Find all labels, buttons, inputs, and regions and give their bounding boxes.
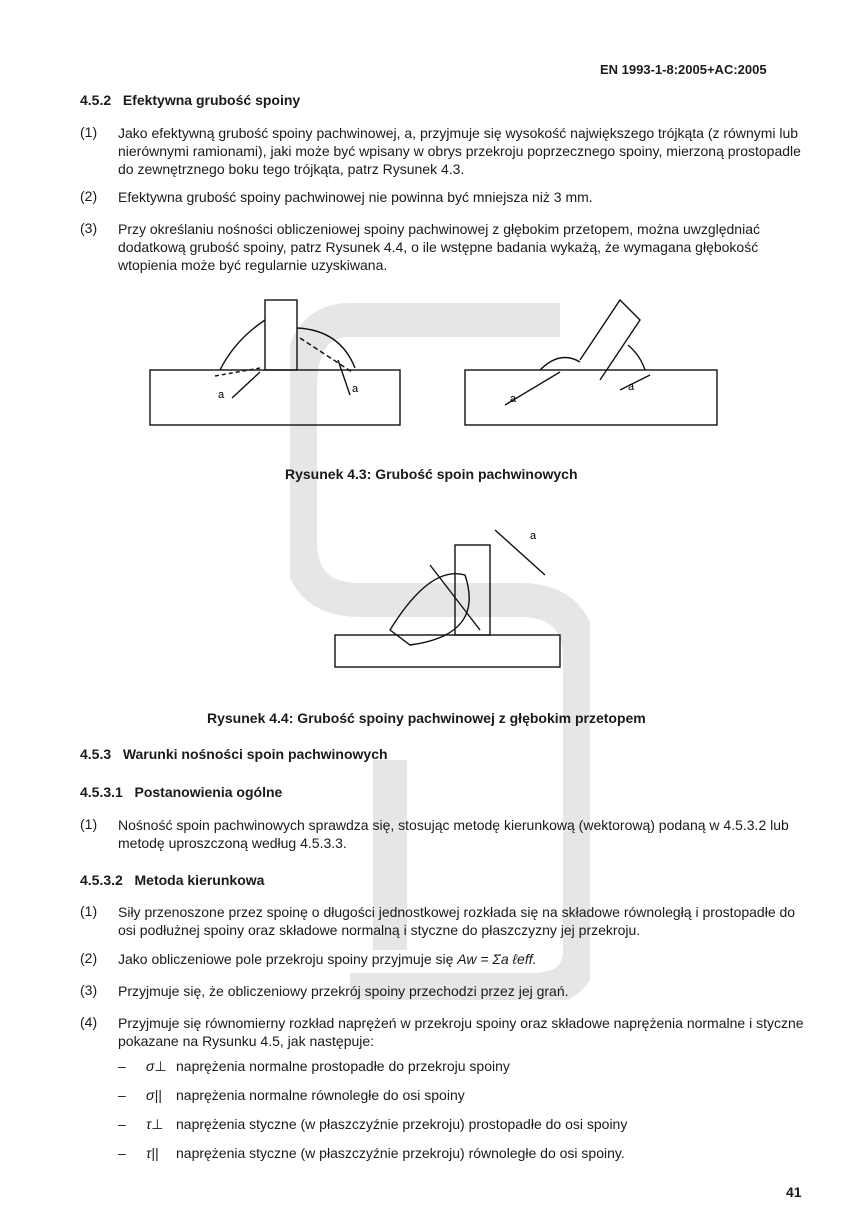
section-number: 4.5.3.1 xyxy=(80,784,123,800)
stress-symbol: σ⊥ xyxy=(146,1058,167,1074)
dimension-label: a xyxy=(352,383,359,395)
paragraph: Przyjmuje się równomierny rozkład naprężeń w przekroju spoiny oraz składowe naprężenia normalne i styczne pokazane na Rysunku 4.5, jak następuje: xyxy=(118,1015,804,1049)
deep-penetration-weld xyxy=(390,574,469,645)
section-heading-4531 xyxy=(80,784,282,800)
stress-symbol: σ|| xyxy=(146,1087,162,1103)
standard-header: EN 1993-1-8:2005+AC:2005 xyxy=(600,62,767,77)
base-plate xyxy=(335,635,560,667)
section-title: Warunki nośności spoin pachwinowych xyxy=(122,746,388,762)
para-number: (1) xyxy=(80,903,98,919)
inclined-plate xyxy=(580,300,640,380)
base-plate-2 xyxy=(465,370,717,425)
figure-4-3-caption: Rysunek 4.3: Grubość spoin pachwinowych xyxy=(285,466,578,482)
web-plate xyxy=(265,300,297,370)
weld-4 xyxy=(628,345,645,370)
section-number: 4.5.3 xyxy=(80,746,112,762)
throat-line-left xyxy=(232,372,260,398)
paragraph: Jako efektywną grubość spoiny pachwinowej, a, przyjmuje się wysokość największego trójkąta (z równymi lub nierównymi ramionami), jaki może być wpisany w obrys przekroju poprzecznego spoiny, mierzoną prostopadle do zewnętrznego boku tego trójkąta, patrz Rysunek 4.3. xyxy=(118,125,801,177)
dimension-label: a xyxy=(628,381,635,393)
para-number: (1) xyxy=(80,816,98,832)
section-heading-453 xyxy=(80,746,388,762)
throat-line-right xyxy=(338,360,350,395)
section-number: 4.5.3.2 xyxy=(80,872,123,888)
weld-3 xyxy=(540,358,580,371)
paragraph: Nośność spoin pachwinowych sprawdza się, stosując metodę kierunkową (wektorową) podaną w 4.5.3.2 lub metodę uproszczoną według 4.5.3.3. xyxy=(118,817,789,851)
section-title: Metoda kierunkowa xyxy=(134,872,265,888)
right-weld xyxy=(297,328,355,368)
para-number: (3) xyxy=(80,220,98,236)
paragraph-text: Jako obliczeniowe pole przekroju spoiny przyjmuje się xyxy=(118,951,458,967)
paragraph: Przy określaniu nośności obliczeniowej spoiny pachwinowej z głębokim przetopem, można uwzględniać dodatkową grubość spoiny, patrz Rysunek 4.4, o ile wstępne badania wykażą, że wymagana głębokość wtopienia może być regularnie uzyskiwana. xyxy=(118,221,760,273)
section-number: 4.5.2 xyxy=(80,92,112,108)
dimension-label: a xyxy=(510,393,517,405)
list-item: – σ|| naprężenia normalne równoległe do osi spoiny xyxy=(118,1087,808,1116)
stress-description: naprężenia styczne (w płaszczyźnie przekroju) prostopadłe do osi spoiny xyxy=(176,1116,628,1132)
web-plate xyxy=(455,545,490,635)
section-title: Postanowienia ogólne xyxy=(134,784,283,800)
figure-4-4-caption: Rysunek 4.4: Grubość spoiny pachwinowej z głębokim przetopem xyxy=(207,710,646,726)
section-heading-452 xyxy=(80,92,300,108)
para-number: (1) xyxy=(80,124,98,140)
dimension-label: a xyxy=(218,389,225,401)
para-number: (3) xyxy=(80,982,98,998)
paragraph: Siły przenoszone przez spoinę o długości jednostkowej rozkłada się na składowe równoległą i prostopadłe do osi podłużnej spoiny oraz składowe normalną i styczne do płaszczyzny jej przekroju. xyxy=(118,904,796,938)
stress-list xyxy=(118,1058,808,1174)
paragraph xyxy=(118,950,808,968)
paragraph: Efektywna grubość spoiny pachwinowej nie powinna być mniejsza niż 3 mm. xyxy=(118,189,593,205)
list-item: – τ|| naprężenia styczne (w płaszczyźnie przekroju) równoległe do osi spoiny. xyxy=(118,1145,808,1174)
left-weld xyxy=(220,320,265,370)
section-title: Efektywna grubość spoiny xyxy=(122,92,301,108)
paragraph: Przyjmuje się, że obliczeniowy przekrój spoiny przechodzi przez jej grań. xyxy=(118,983,569,999)
para-number: (4) xyxy=(80,1014,98,1030)
list-item: – σ⊥ naprężenia normalne prostopadłe do przekroju spoiny xyxy=(118,1058,808,1087)
figure-4-4-drawing xyxy=(330,505,580,675)
figure-4-3-drawing xyxy=(140,280,730,440)
stress-description: naprężenia normalne prostopadłe do przekroju spoiny xyxy=(176,1058,510,1074)
stress-description: naprężenia styczne (w płaszczyźnie przekroju) równoległe do osi spoiny. xyxy=(176,1145,625,1161)
formula: Aw = Σa ℓeff. xyxy=(457,951,537,967)
para-number: (2) xyxy=(80,950,98,966)
para-number: (2) xyxy=(80,188,98,204)
list-item: – τ⊥ naprężenia styczne (w płaszczyźnie przekroju) prostopadłe do osi spoiny xyxy=(118,1116,808,1145)
stress-description: naprężenia normalne równoległe do osi spoiny xyxy=(176,1087,465,1103)
stress-symbol: τ⊥ xyxy=(146,1116,164,1132)
page-number: 41 xyxy=(786,1184,802,1200)
dimension-label: a xyxy=(530,530,537,542)
base-plate xyxy=(150,370,400,425)
section-heading-4532 xyxy=(80,872,264,888)
stress-symbol: τ|| xyxy=(146,1145,159,1161)
